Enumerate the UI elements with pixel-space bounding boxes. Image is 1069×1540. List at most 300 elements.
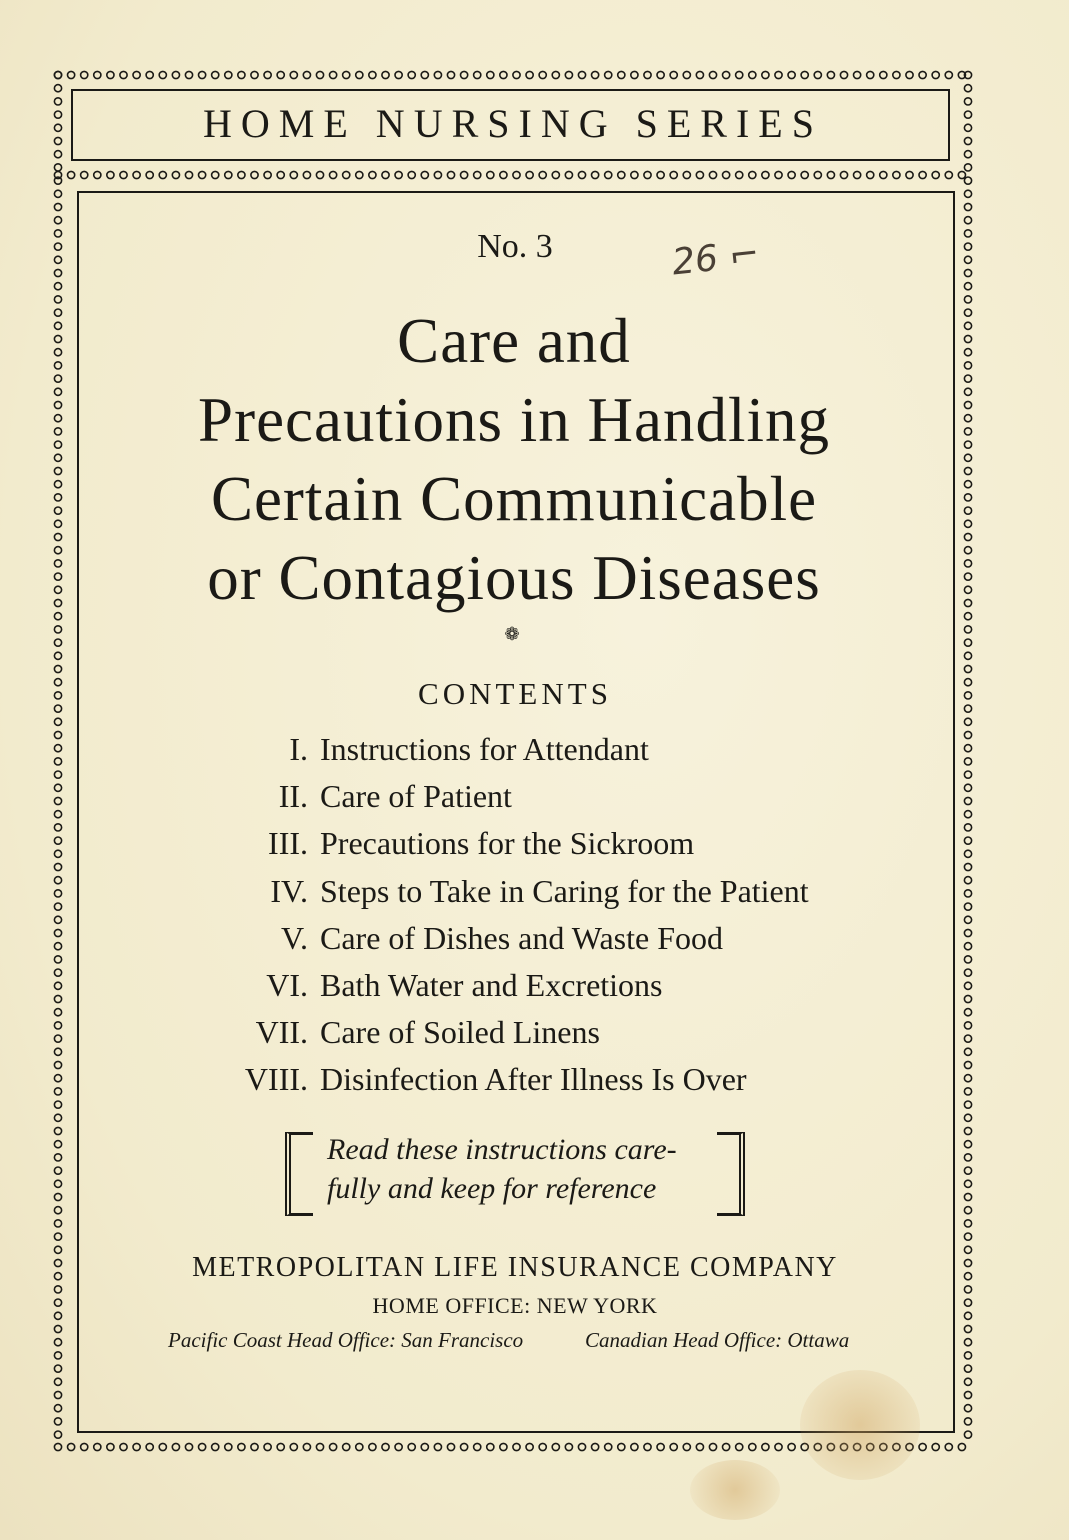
border-rosette-icon [54,362,61,369]
border-rosette-icon [964,322,971,329]
border-rosette-icon [964,639,971,646]
border-rosette-icon [592,71,599,78]
border-rosette-icon [964,1154,971,1161]
border-rosette-icon [964,256,971,263]
border-rosette-icon [578,171,585,178]
pacific-office: Pacific Coast Head Office: San Francisco [168,1328,524,1352]
border-rosette-icon [964,1405,971,1412]
border-rosette-icon [958,171,965,178]
border-rosette-icon [303,1443,310,1450]
border-rosette-icon [605,71,612,78]
border-rosette-icon [788,171,795,178]
border-rosette-icon [81,1443,88,1450]
border-rosette-icon [906,171,913,178]
border-rosette-icon [54,217,61,224]
border-rosette-icon [964,547,971,554]
border-rosette-icon [964,428,971,435]
border-rosette-icon [146,1443,153,1450]
border-rosette-icon [133,171,140,178]
border-rosette-icon [644,171,651,178]
border-rosette-icon [964,1048,971,1055]
border-rosette-icon [461,171,468,178]
border-rosette-icon [316,71,323,78]
toc-item [200,1009,920,1056]
border-rosette-icon [964,269,971,276]
border-rosette-icon [605,1443,612,1450]
border-rosette-icon [54,1339,61,1346]
border-rosette-icon [932,171,939,178]
border-rosette-icon [54,1299,61,1306]
border-rosette-icon [54,1114,61,1121]
border-rosette-icon [723,1443,730,1450]
border-rosette-icon [54,375,61,382]
border-rosette-icon [54,969,61,976]
border-rosette-icon [264,171,271,178]
border-rosette-icon [54,850,61,857]
border-rosette-icon [212,171,219,178]
border-rosette-icon [238,71,245,78]
border-rosette-icon [964,335,971,342]
border-rosette-icon [964,296,971,303]
border-rosette-icon [94,171,101,178]
border-rosette-icon [539,171,546,178]
border-rosette-icon [159,1443,166,1450]
border-rosette-icon [592,1443,599,1450]
border-rosette-icon [964,613,971,620]
border-rosette-icon [461,1443,468,1450]
flower-ornament-icon: ❁ [504,624,520,644]
border-rosette-icon [964,1246,971,1253]
border-rosette-icon [54,507,61,514]
toc-number: IV. [270,872,308,909]
border-rosette-icon [54,1312,61,1319]
border-rosette-icon [54,824,61,831]
border-rosette-icon [54,296,61,303]
border-rosette-icon [919,71,926,78]
border-rosette-icon [382,71,389,78]
border-rosette-icon [434,71,441,78]
border-rosette-icon [670,1443,677,1450]
border-rosette-icon [964,124,971,131]
toc-title: Bath Water and Excretions [320,967,663,1004]
border-rosette-icon [54,1075,61,1082]
border-rosette-icon [539,71,546,78]
border-rosette-icon [264,71,271,78]
border-rosette-icon [709,1443,716,1450]
border-rosette-icon [657,71,664,78]
border-rosette-icon [749,71,756,78]
border-rosette-icon [54,1431,61,1438]
border-rosette-icon [277,171,284,178]
border-rosette-icon [54,758,61,765]
toc-number: VIII. [244,1061,308,1098]
age-stain [690,1460,780,1520]
right-bracket-icon [717,1132,745,1216]
border-rosette-icon [964,164,971,171]
border-rosette-icon [932,71,939,78]
border-rosette-icon [539,1443,546,1450]
border-rosette-icon [964,454,971,461]
border-rosette-icon [964,283,971,290]
border-rosette-icon [964,731,971,738]
border-rosette-icon [964,758,971,765]
border-rosette-icon [964,441,971,448]
border-rosette-icon [487,1443,494,1450]
border-rosette-icon [225,1443,232,1450]
border-rosette-icon [225,71,232,78]
border-rosette-icon [526,1443,533,1450]
toc-number: VI. [266,967,308,1004]
border-rosette-icon [343,71,350,78]
border-rosette-icon [159,71,166,78]
border-rosette-icon [54,137,61,144]
border-rosette-icon [893,171,900,178]
border-rosette-icon [303,71,310,78]
border-rosette-icon [54,784,61,791]
border-rosette-icon [54,1061,61,1068]
border-rosette-icon [120,171,127,178]
border-rosette-icon [172,71,179,78]
border-rosette-icon [827,171,834,178]
border-rosette-icon [964,1220,971,1227]
border-rosette-icon [964,982,971,989]
border-rosette-icon [964,718,971,725]
border-rosette-icon [788,1443,795,1450]
border-rosette-icon [408,1443,415,1450]
border-rosette-icon [644,1443,651,1450]
border-rosette-icon [251,1443,258,1450]
border-rosette-icon [526,171,533,178]
border-rosette-icon [54,679,61,686]
border-rosette-icon [251,71,258,78]
border-rosette-icon [54,626,61,633]
border-rosette-icon [893,71,900,78]
border-rosette-icon [964,837,971,844]
border-rosette-icon [964,467,971,474]
border-rosette-icon [964,533,971,540]
toc-title: Steps to Take in Caring for the Patient [320,872,809,909]
border-rosette-icon [964,877,971,884]
border-rosette-icon [919,171,926,178]
border-rosette-icon [54,745,61,752]
title-line: Care and [397,306,631,376]
border-rosette-icon [421,71,428,78]
border-rosette-icon [225,171,232,178]
border-rosette-icon [906,71,913,78]
border-rosette-icon [670,71,677,78]
border-rosette-icon [94,71,101,78]
border-rosette-icon [578,1443,585,1450]
border-rosette-icon [964,1286,971,1293]
border-rosette-icon [54,283,61,290]
border-rosette-icon [54,547,61,554]
title-line: or Contagious Diseases [207,543,821,613]
border-rosette-icon [447,71,454,78]
border-rosette-icon [964,481,971,488]
border-rosette-icon [54,415,61,422]
border-rosette-icon [199,71,206,78]
border-rosette-icon [964,1035,971,1042]
border-rosette-icon [408,171,415,178]
border-rosette-icon [54,1352,61,1359]
border-rosette-icon [964,1259,971,1266]
border-rosette-icon [964,1339,971,1346]
border-rosette-icon [172,171,179,178]
border-rosette-icon [964,1325,971,1332]
border-rosette-icon [54,1048,61,1055]
border-rosette-icon [54,903,61,910]
border-rosette-icon [369,71,376,78]
border-rosette-icon [736,71,743,78]
toc-number: II. [278,778,308,815]
border-rosette-icon [54,388,61,395]
border-rosette-icon [683,71,690,78]
border-rosette-icon [814,71,821,78]
notice-line: Read these instructions care- [327,1133,677,1166]
border-rosette-icon [434,1443,441,1450]
border-rosette-icon [54,533,61,540]
border-rosette-icon [303,171,310,178]
border-rosette-icon [290,71,297,78]
border-rosette-icon [54,230,61,237]
border-rosette-icon [964,652,971,659]
toc-item [200,820,920,867]
border-rosette-icon [657,1443,664,1450]
border-rosette-icon [54,1180,61,1187]
border-rosette-icon [107,171,114,178]
border-rosette-icon [964,151,971,158]
border-rosette-icon [356,171,363,178]
border-rosette-icon [552,1443,559,1450]
border-rosette-icon [552,71,559,78]
border-rosette-icon [343,1443,350,1450]
notice-text [327,1130,707,1208]
border-rosette-icon [964,85,971,92]
border-rosette-icon [964,111,971,118]
border-rosette-icon [54,890,61,897]
border-rosette-icon [54,1391,61,1398]
border-rosette-icon [964,415,971,422]
border-rosette-icon [964,599,971,606]
border-rosette-icon [880,171,887,178]
border-rosette-icon [775,71,782,78]
border-rosette-icon [238,171,245,178]
border-rosette-icon [54,309,61,316]
border-rosette-icon [709,171,716,178]
border-rosette-icon [964,560,971,567]
border-rosette-icon [964,177,971,184]
border-rosette-icon [631,171,638,178]
border-rosette-icon [880,71,887,78]
border-rosette-icon [54,1022,61,1029]
publisher-name: METROPOLITAN LIFE INSURANCE COMPANY [192,1252,838,1283]
border-rosette-icon [964,1418,971,1425]
border-rosette-icon [964,1022,971,1029]
border-rosette-icon [54,1009,61,1016]
border-rosette-icon [54,243,61,250]
border-rosette-icon [964,217,971,224]
border-rosette-icon [867,171,874,178]
border-rosette-icon [964,1273,971,1280]
border-rosette-icon [964,916,971,923]
border-rosette-icon [964,679,971,686]
border-rosette-icon [964,309,971,316]
border-rosette-icon [54,982,61,989]
border-rosette-icon [736,1443,743,1450]
border-rosette-icon [964,190,971,197]
border-rosette-icon [54,203,61,210]
border-rosette-icon [964,1312,971,1319]
border-rosette-icon [107,1443,114,1450]
border-rosette-icon [840,71,847,78]
border-rosette-icon [964,375,971,382]
border-rosette-icon [964,890,971,897]
border-rosette-icon [500,171,507,178]
border-rosette-icon [356,1443,363,1450]
border-rosette-icon [54,1088,61,1095]
border-rosette-icon [964,824,971,831]
border-rosette-icon [964,203,971,210]
border-rosette-icon [264,1443,271,1450]
border-rosette-icon [762,71,769,78]
border-rosette-icon [54,151,61,158]
border-rosette-icon [199,1443,206,1450]
border-rosette-icon [159,171,166,178]
border-rosette-icon [696,71,703,78]
contents-heading: CONTENTS [418,676,612,711]
border-rosette-icon [54,481,61,488]
border-rosette-icon [277,71,284,78]
border-rosette-icon [54,454,61,461]
border-rosette-icon [81,71,88,78]
border-rosette-icon [54,586,61,593]
border-rosette-icon [749,171,756,178]
border-rosette-icon [120,1443,127,1450]
border-rosette-icon [54,494,61,501]
border-rosette-icon [54,1405,61,1412]
border-rosette-icon [408,71,415,78]
toc-item [200,1056,920,1103]
toc-item [200,915,920,962]
border-rosette-icon [54,428,61,435]
title-line: Certain Communicable [210,464,818,534]
border-rosette-icon [185,171,192,178]
border-rosette-icon [185,1443,192,1450]
border-rosette-icon [54,692,61,699]
border-rosette-icon [54,349,61,356]
border-rosette-icon [94,1443,101,1450]
border-rosette-icon [54,1207,61,1214]
border-rosette-icon [54,929,61,936]
border-rosette-icon [945,71,952,78]
border-rosette-icon [54,1443,61,1450]
border-rosette-icon [382,171,389,178]
border-rosette-icon [631,71,638,78]
border-rosette-icon [54,520,61,527]
border-rosette-icon [964,1114,971,1121]
border-rosette-icon [487,171,494,178]
booklet-title [100,302,928,618]
border-rosette-icon [54,613,61,620]
border-rosette-icon [54,1193,61,1200]
border-rosette-icon [421,171,428,178]
border-rosette-icon [54,1141,61,1148]
border-rosette-icon [964,784,971,791]
border-rosette-icon [964,665,971,672]
border-rosette-icon [395,1443,402,1450]
border-rosette-icon [54,995,61,1002]
border-rosette-icon [964,705,971,712]
border-rosette-icon [618,171,625,178]
border-rosette-icon [146,171,153,178]
border-rosette-icon [618,71,625,78]
border-rosette-icon [356,71,363,78]
border-rosette-icon [964,586,971,593]
border-rosette-icon [964,903,971,910]
border-rosette-icon [382,1443,389,1450]
border-rosette-icon [964,507,971,514]
border-rosette-icon [788,71,795,78]
border-rosette-icon [964,1233,971,1240]
border-rosette-icon [500,1443,507,1450]
border-rosette-icon [474,71,481,78]
toc-number: I. [289,731,308,768]
border-rosette-icon [565,171,572,178]
border-rosette-icon [854,71,861,78]
border-rosette-icon [212,71,219,78]
border-rosette-icon [172,1443,179,1450]
border-rosette-icon [964,1378,971,1385]
border-rosette-icon [696,171,703,178]
border-rosette-icon [54,837,61,844]
border-rosette-icon [513,1443,520,1450]
toc-title: Precautions for the Sickroom [320,825,695,862]
border-rosette-icon [54,956,61,963]
border-rosette-icon [133,1443,140,1450]
border-rosette-icon [618,1443,625,1450]
toc-item [200,868,920,915]
border-rosette-icon [330,71,337,78]
border-rosette-icon [670,171,677,178]
border-rosette-icon [964,811,971,818]
border-rosette-icon [238,1443,245,1450]
border-rosette-icon [369,1443,376,1450]
left-bracket-icon [285,1132,313,1216]
border-rosette-icon [54,467,61,474]
border-rosette-icon [964,771,971,778]
border-rosette-icon [54,164,61,171]
border-rosette-icon [964,494,971,501]
border-rosette-icon [434,171,441,178]
border-rosette-icon [54,705,61,712]
border-rosette-icon [657,171,664,178]
border-rosette-icon [54,811,61,818]
border-rosette-icon [316,171,323,178]
border-rosette-icon [565,1443,572,1450]
border-rosette-icon [801,171,808,178]
border-rosette-icon [964,1180,971,1187]
border-rosette-icon [54,665,61,672]
border-rosette-icon [447,1443,454,1450]
border-rosette-icon [749,1443,756,1450]
border-rosette-icon [185,71,192,78]
border-rosette-icon [964,1391,971,1398]
border-rosette-icon [277,1443,284,1450]
handwritten-note: 26 ⌐ [670,233,762,284]
border-rosette-icon [54,1273,61,1280]
border-rosette-icon [421,1443,428,1450]
border-rosette-icon [801,71,808,78]
